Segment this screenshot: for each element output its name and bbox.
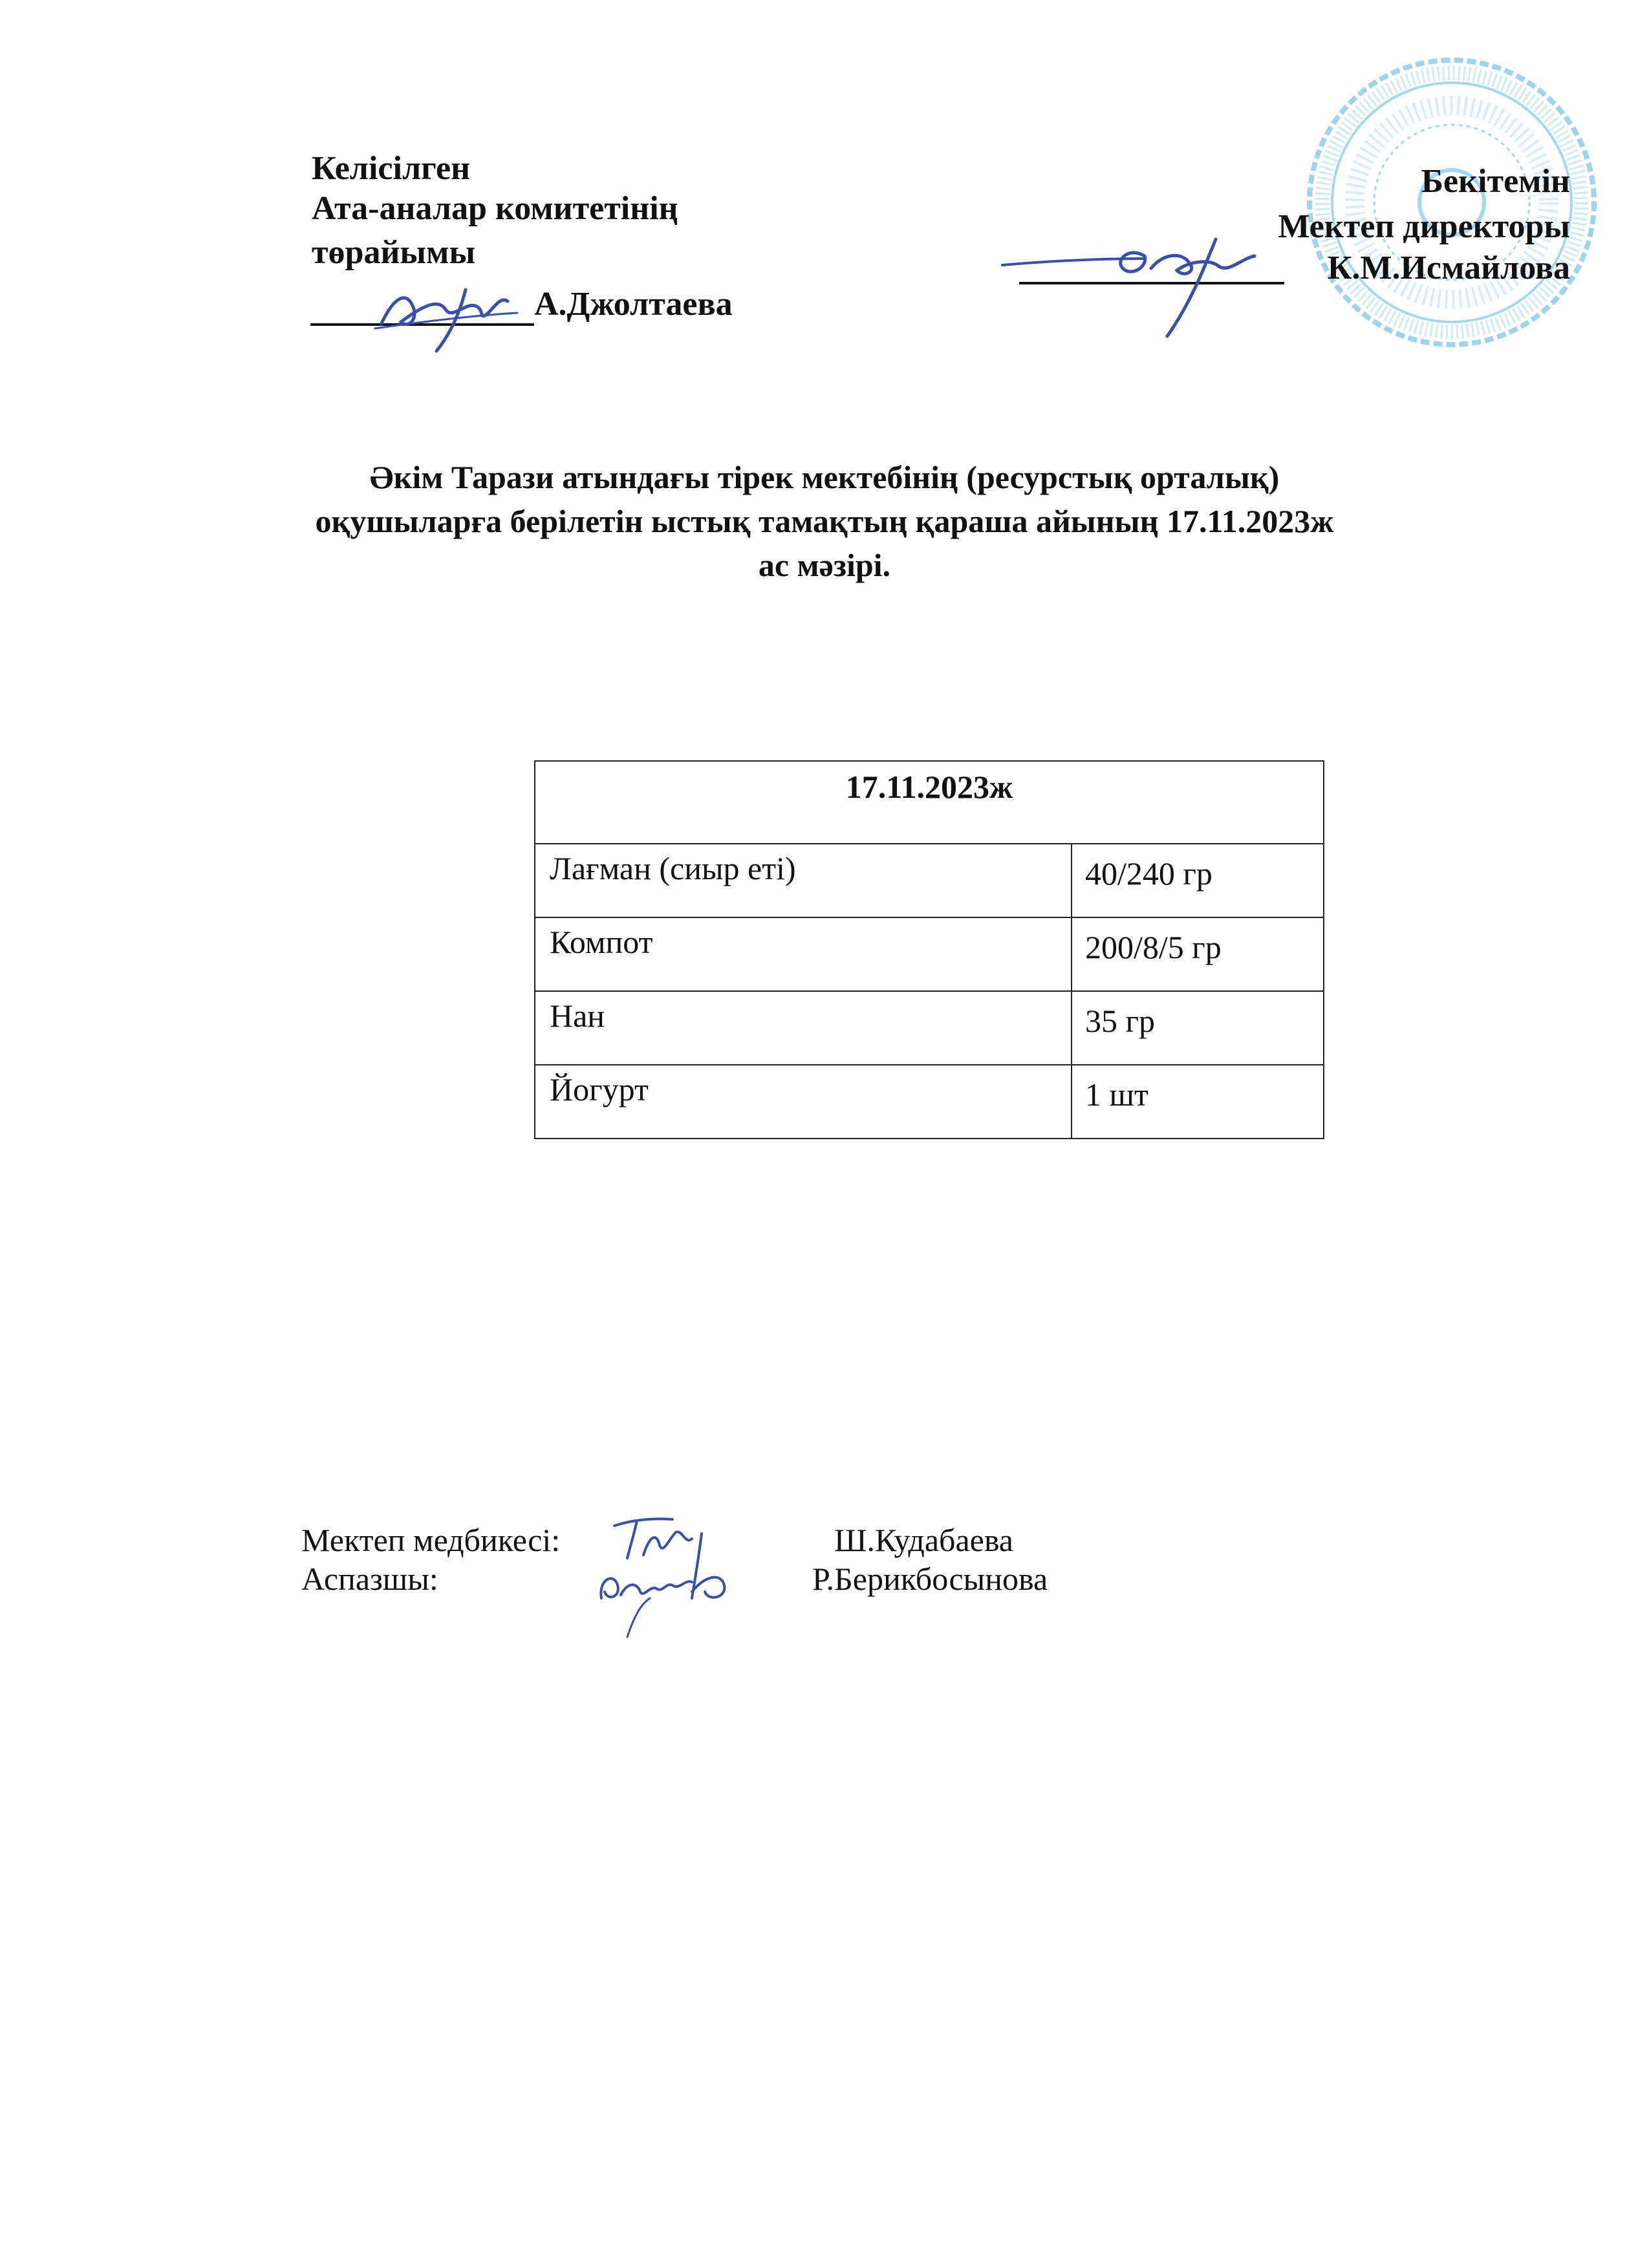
cook-name: Р.Берикбосынова	[812, 1561, 1048, 1597]
menu-table-header-row	[535, 761, 1324, 844]
menu-date-header: 17.11.2023ж	[535, 761, 1324, 844]
table-row	[535, 1065, 1324, 1139]
dish-quantity: 1 шт	[1072, 1065, 1324, 1139]
menu-title-line1: Әкім Тарази атындағы тірек мектебінің (ресурстық орталық)	[369, 459, 1280, 495]
director-name: К.М.Исмайлова	[1327, 250, 1570, 286]
parents-committee-label: Ата-аналар комитетінің	[312, 190, 678, 227]
agreed-label: Келісілген	[312, 150, 471, 187]
director-signature	[996, 233, 1267, 343]
dish-name: Компот	[535, 917, 1072, 991]
dish-quantity: 200/8/5 гр	[1072, 917, 1324, 991]
menu-title-line2: оқушыларға берілетін ыстық тамақтың қараша айының 17.11.2023ж	[315, 503, 1334, 539]
dish-name: Нан	[535, 991, 1072, 1065]
nurse-label: Мектеп медбикесі:	[301, 1522, 561, 1558]
approve-label: Бекітемін	[1421, 163, 1570, 200]
dish-name: Йогурт	[535, 1065, 1072, 1139]
cook-signature	[588, 1521, 757, 1643]
table-row	[535, 844, 1324, 917]
dish-quantity: 35 гр	[1072, 991, 1324, 1065]
school-seal	[1300, 50, 1604, 354]
cook-label: Аспазшы:	[301, 1561, 438, 1597]
table-row	[535, 991, 1324, 1065]
chairwoman-label: төрайымы	[312, 234, 476, 271]
chairwoman-name: А.Джолтаева	[534, 286, 733, 323]
nurse-name: Ш.Кудабаева	[834, 1522, 1013, 1558]
menu-table	[534, 760, 1324, 1139]
table-row	[535, 917, 1324, 991]
chairwoman-signature	[369, 270, 524, 354]
dish-name: Лағман (сиыр еті)	[535, 844, 1072, 917]
menu-title-line3: ас мәзірі.	[758, 547, 891, 583]
director-label: Мектеп директоры	[1278, 208, 1570, 245]
dish-quantity: 40/240 гр	[1072, 844, 1324, 917]
